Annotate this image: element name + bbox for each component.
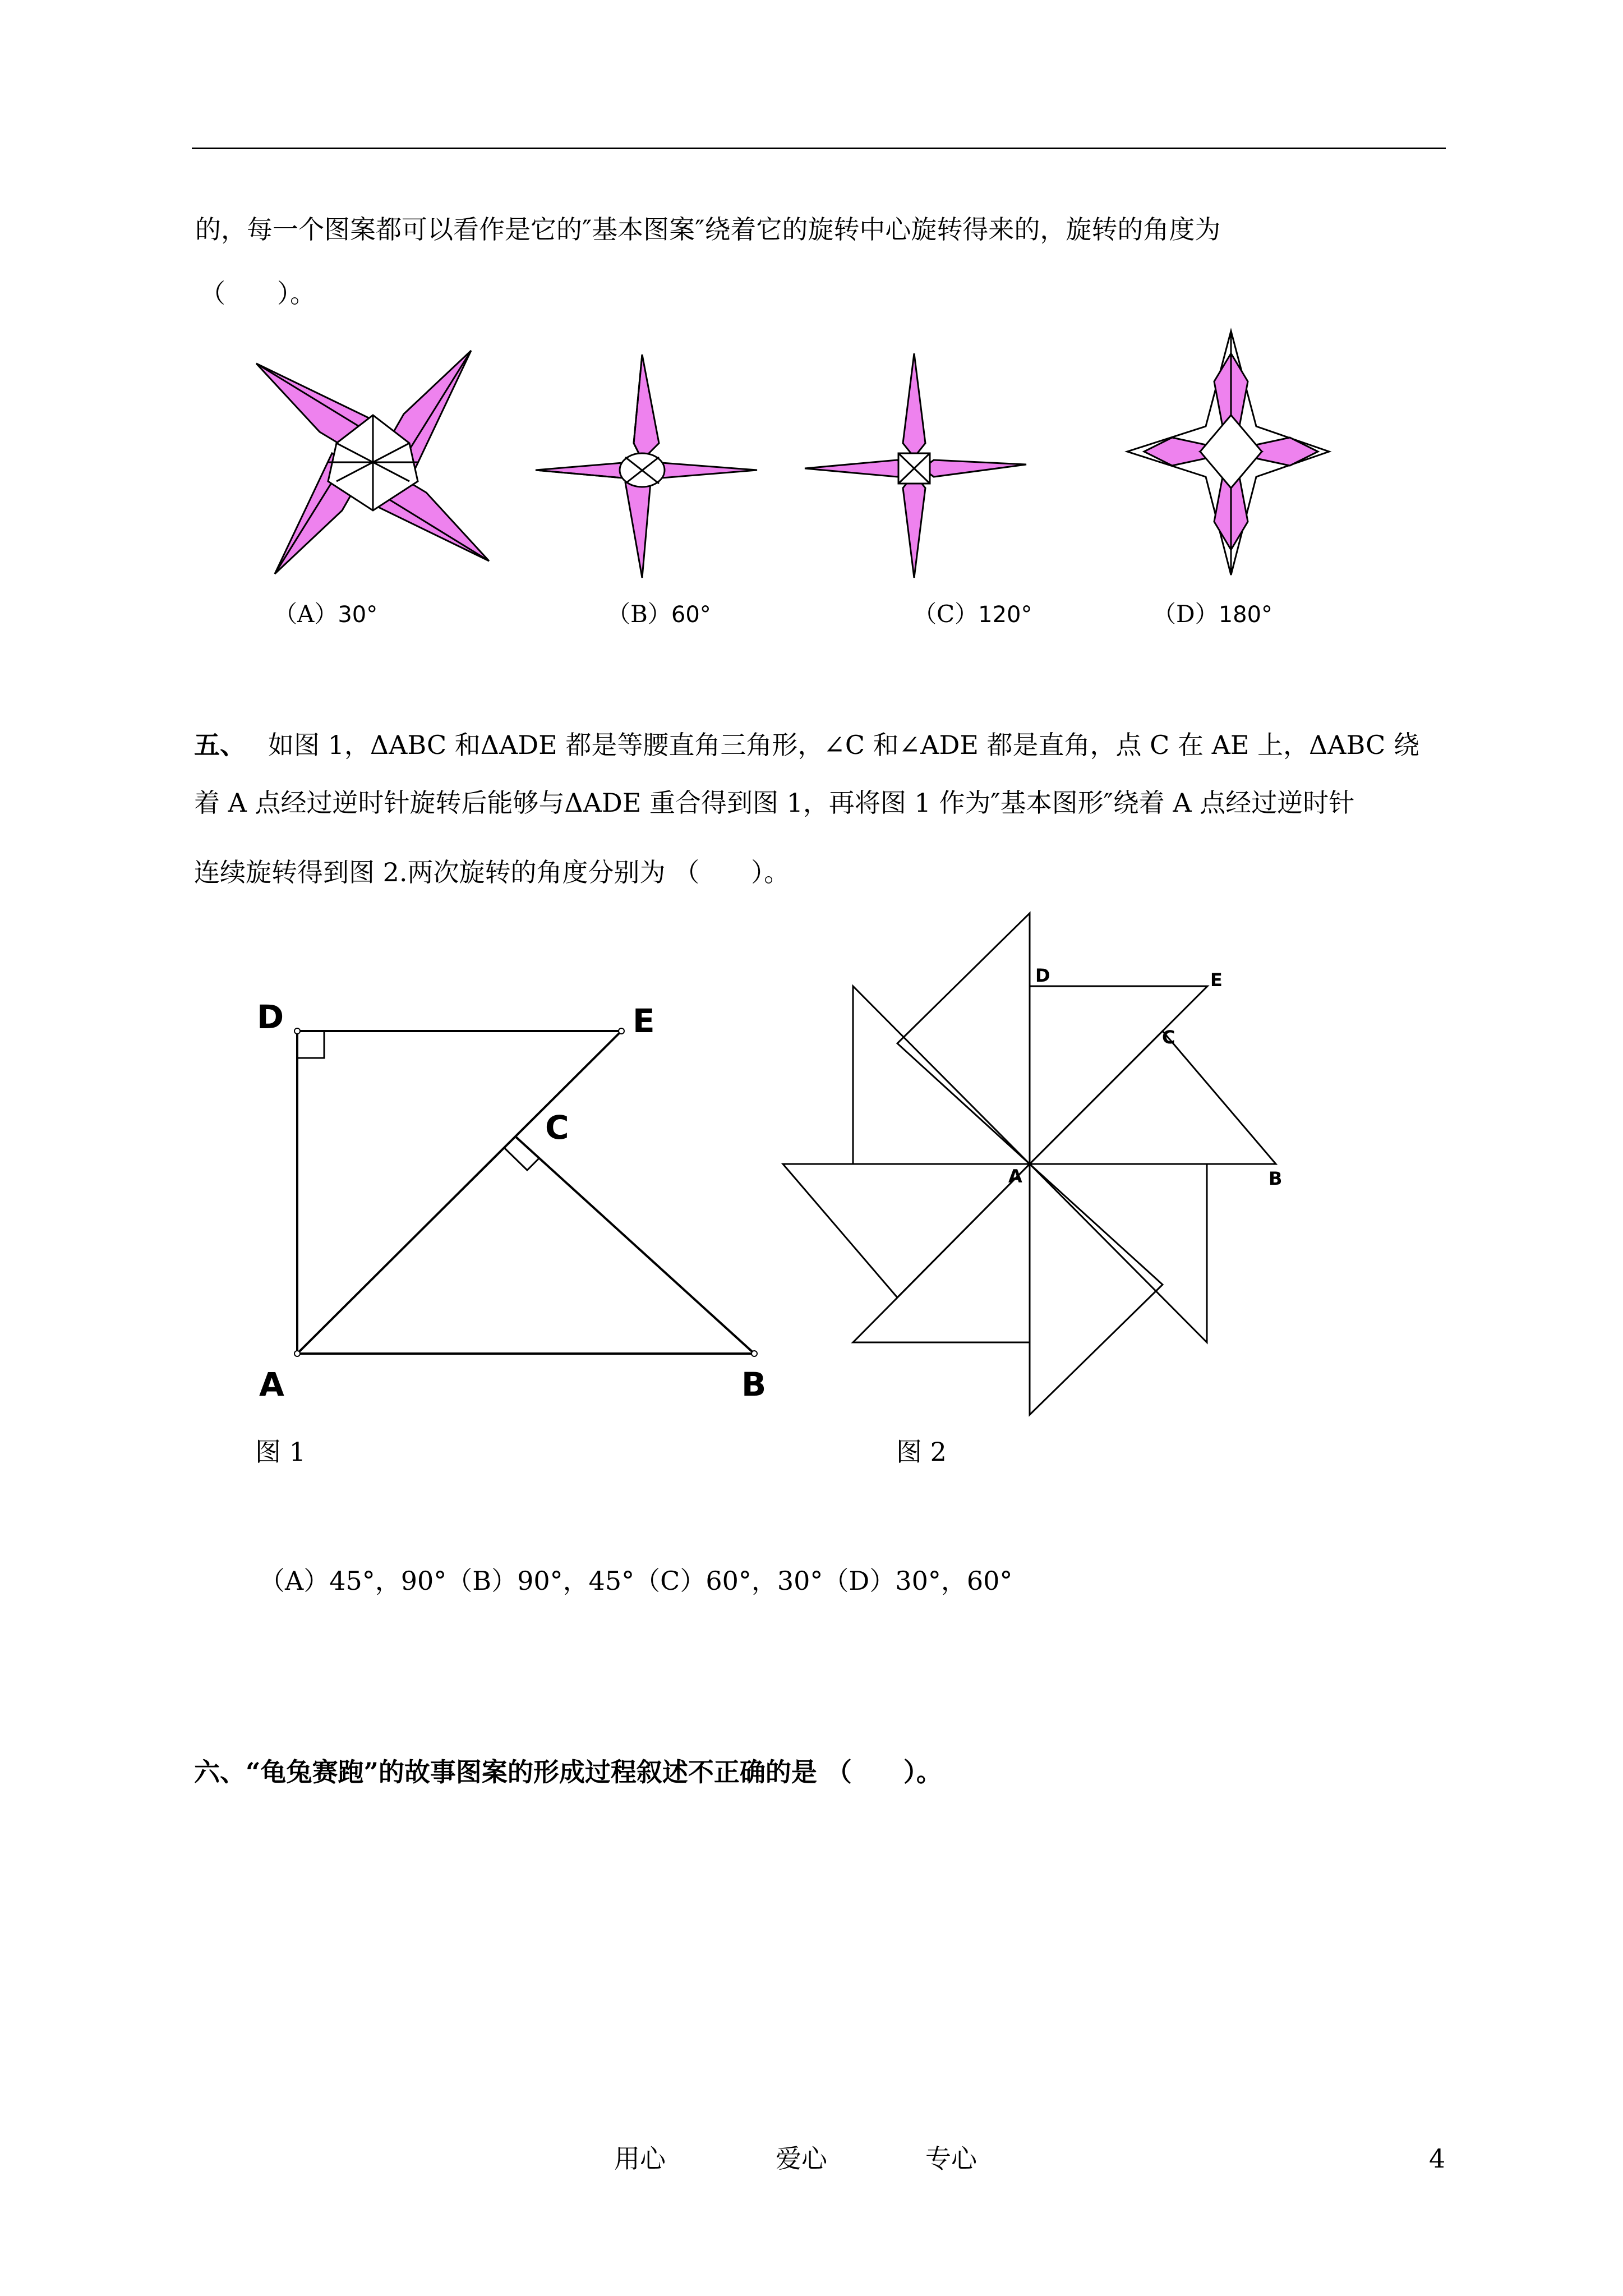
q6-line [194,1759,942,1785]
fig2-label-a: A [1008,1166,1022,1187]
figure-2-pinwheel [783,913,1276,1415]
fig2-caption: 图 2 [896,1437,947,1467]
fig2-label-b: B [1269,1168,1283,1189]
option-d-value: 180° [1218,602,1273,628]
option-a-letter: （A） [274,600,338,628]
page-number: 4 [1429,2143,1446,2174]
fig1-label-e: E [633,1002,655,1040]
q5-text-line1: 如图 1，ΔABC 和ΔADE 都是等腰直角三角形，∠C 和∠ADE 都是直角，点 C 在 AE 上，ΔABC 绕 [268,730,1419,760]
fig2-label-e: E [1210,969,1223,991]
q5-line2: 着 A 点经过逆时针旋转后能够与ΔADE 重合得到图 1，再将图 1 作为″基本图形″绕着 A 点经过逆时针 [194,788,1355,818]
footer-word-3: 专心 [925,2143,977,2174]
q5-line3: 连续旋转得到图 2.两次旋转的角度分别为 （ ）。 [194,857,790,887]
q5-answers: （A）45°，90°（B）90°，45°（C）60°，30°（D）30°，60° [259,1566,1013,1596]
fig2-label-d: D [1035,965,1050,986]
fig1-caption: 图 1 [255,1437,306,1467]
fig1-label-c: C [545,1108,569,1147]
footer-word-2: 爱心 [776,2143,827,2174]
fig1-label-d: D [257,998,284,1036]
q6-text: “龟兔赛跑”的故事图案的形成过程叙述不正确的是 （ ）。 [246,1757,942,1787]
q4-line2: （ ）。 [200,278,316,309]
option-c-letter: （C） [913,600,979,628]
option-a-value: 30° [338,602,378,628]
fig1-label-b: B [741,1365,767,1404]
option-b-letter: （B） [607,600,671,628]
q5-number: 五、 [194,730,246,760]
option-c-value: 120° [978,602,1032,628]
figure-1 [294,1028,757,1356]
fig2-label-c: C [1162,1027,1175,1048]
q4-line1: 的，每一个图案都可以看作是它的″基本图案″绕着它的旋转中心旋转得来的，旋转的角度为 [195,214,1221,245]
q6-number: 六、 [194,1757,246,1787]
fig1-label-a: A [259,1365,284,1404]
option-d-letter: （D） [1152,600,1219,628]
footer-word-1: 用心 [614,2143,666,2174]
option-b-value: 60° [671,602,711,628]
